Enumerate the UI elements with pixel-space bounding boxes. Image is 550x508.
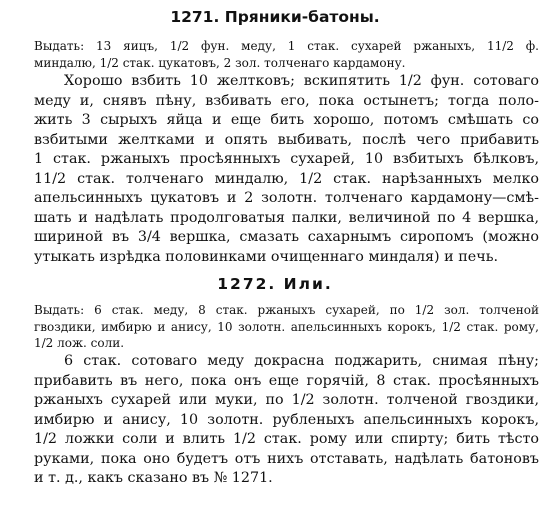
text-line: взбитыми желтками и опять выбивать, послѣ чего прибавить [34, 131, 539, 148]
recipe-1271-title: 1271. Пряники-батоны. [170, 8, 380, 26]
text-line: и т. д., какъ сказано въ № 1271. [34, 470, 273, 486]
recipe-1272-ingredients [34, 302, 539, 352]
text-line: 6 стак. сотоваго меду докрасна поджарить, снимая пѣну; [64, 353, 539, 369]
text-line: утыкать изрѣдка половинками очищеннаго миндаля) и печь. [34, 248, 499, 265]
recipe-1272-text [34, 352, 539, 489]
text-line: руками, пока оно будетъ отъ нихъ отставать, надѣлать батоновъ [34, 450, 539, 467]
ingredients-line: 1/2 лож. соли. [34, 336, 125, 350]
ingredients-line: Выдать: 13 яицъ, 1/2 фун. меду, 1 стак. сухарей ржаныхъ, 11/2 ф. [34, 39, 539, 53]
recipe-1271-text [34, 72, 539, 267]
text-line: шириной въ 3/4 вершка, смазать сахарнымъ сиропомъ (можно [34, 229, 539, 245]
text-line: прибавить въ него, пока онъ еще горячій, 8 стак. просѣянныхъ [34, 372, 539, 389]
text-line: 11/2 стак. толченаго миндалю, 1/2 стак. нарѣзанныхъ мелко [34, 170, 539, 187]
recipe-1271-ingredients [34, 38, 539, 71]
text-line: 1/2 ложки соли и влить 1/2 стак. рому или спирту; бить тѣсто [34, 431, 539, 447]
ingredients-line: Выдать: 6 стак. меду, 8 стак. ржаныхъ сухарей, по 1/2 зол. толченой [34, 303, 539, 317]
text-line: меду и, снявъ пѣну, взбивать его, пока остынетъ; тогда поло- [34, 92, 539, 109]
text-line: шать и надѣлать продолговатыя палки, величиной по 4 вершка, [34, 209, 539, 226]
text-line: 1 стак. ржаныхъ просѣянныхъ сухарей, 10 взбитыхъ бѣлковъ, [34, 151, 539, 167]
text-line: имбирю и анису, 10 золотн. рубленыхъ апельсинныхъ корокъ, [34, 411, 539, 428]
text-line: Хорошо взбить 10 желтковъ; вскипятить 1/2 фун. сотоваго [64, 73, 539, 89]
ingredients-line: гвоздики, имбирю и анису, 10 золотн. апельсинныхъ корокъ, 1/2 стак. рому, [34, 319, 539, 334]
text-line: апельсинныхъ цукатовъ и 2 золотн. толченаго кардамону—смѣ- [34, 190, 539, 206]
recipe-1272-title: 1272. Или. [217, 275, 333, 293]
text-line: жить 3 сырыхъ яйца и еще бить хорошо, потомъ смѣшать со [34, 112, 539, 128]
text-line: ржаныхъ сухарей или муки, по 1/2 золотн. толченой гвоздики, [34, 392, 539, 408]
ingredients-line: миндалю, 1/2 стак. цукатовъ, 2 зол. толченаго кардамону. [34, 55, 406, 70]
